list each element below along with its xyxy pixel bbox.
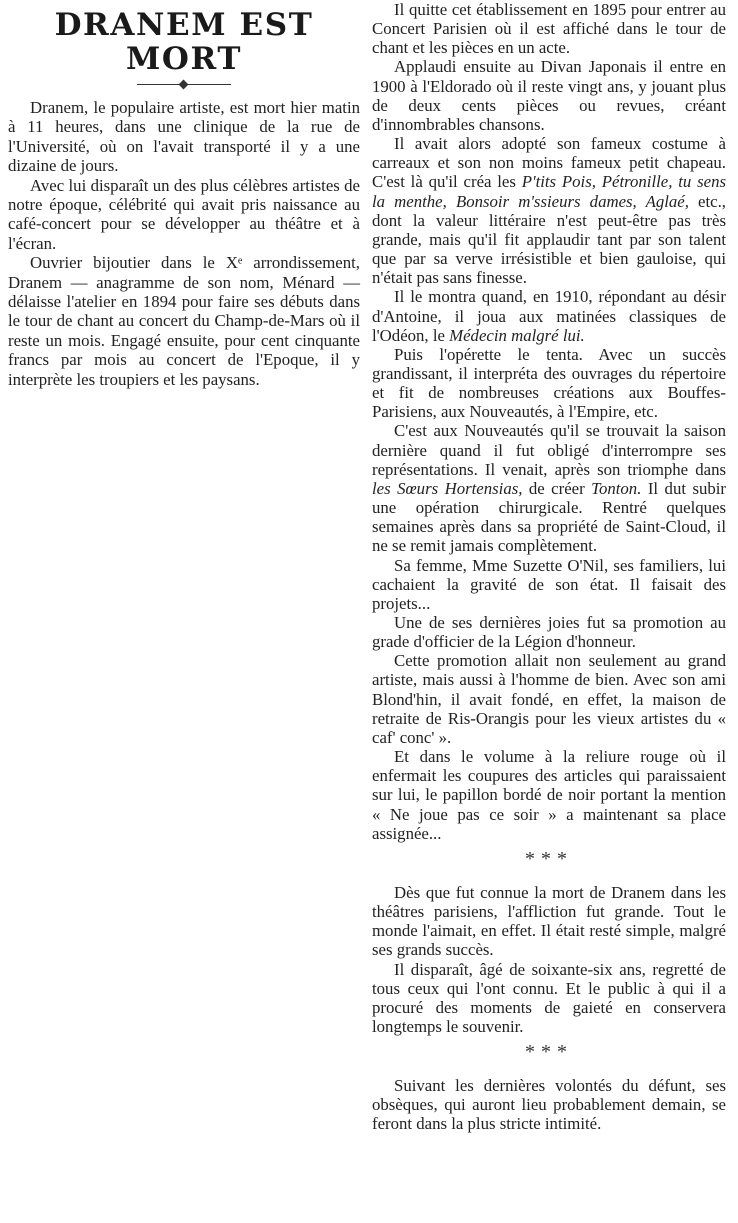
paragraph-wife: Sa femme, Mme Suzette O'Nil, ses familiers, lui cachaient la gravité de son état. Il faisait des projets... — [372, 555, 726, 613]
left-column-text — [8, 98, 360, 389]
play-title-medecin: Médecin malgré lui. — [449, 325, 585, 345]
paragraph-eldorado: Applaudi ensuite au Divan Japonais il entre en 1900 à l'Eldorado où il reste vingt ans, y jouant plus de deux cents pièces ou revues, créant d'innombrables chansons. — [372, 57, 726, 134]
paragraph-odeon: Il le montra quand, en 1910, répondant au désir d'Antoine, il joua aux matinées classiques de l'Odéon, le Médecin malgré lui. — [372, 287, 726, 345]
play-title-soeurs: les Sœurs Hortensias, — [372, 478, 523, 498]
paragraph-red-volume: Et dans le volume à la reliure rouge où il enfermait les coupures des articles qui paraissaient sur lui, le papillon bordé de noir portant la mention « Ne joue pas ce soir » a maintenant sa place assignée... — [372, 747, 726, 843]
paragraph-age-regret: Il disparaît, âgé de soixante-six ans, regretté de tous ceux qui l'ont connu. Et le public à qui il a procuré des moments de gaieté en conservera longtemps le souvenir. — [372, 959, 726, 1036]
paragraph-early-career: Ouvrier bijoutier dans le Xᵉ arrondissement, Dranem — anagramme de son nom, Ménard — délaisse l'atelier en 1894 pour faire ses débuts dans le tour de chant au concert du Champ-de-Mars où il reste un mois. Engagé ensuite, pour cent cinquante francs par mois au concert de l'Epoque, il y interprète les troupiers et les paysans. — [8, 253, 360, 389]
section-separator-stars-2: *** — [525, 1041, 573, 1064]
paragraph-nouveautes: C'est aux Nouveautés qu'il se trouvait la saison dernière quand il fut obligé d'interrompre ses représentations. Il venait, après son triomphe dans les Sœurs Hortensias, de créer Tonton. Il dut subir une opération chirurgicale. Rentré quelques semaines après dans sa propriété de Saint-Cloud, il ne se remit jamais complètement. — [372, 421, 727, 556]
paragraph-legion-honneur: Une de ses dernières joies fut sa promotion au grade d'officier de la Légion d'honneur. — [372, 613, 726, 652]
paragraph-operette: Puis l'opérette le tenta. Avec un succès grandissant, il interpréta des ouvrages du répertoire et fit de nombreuses créations aux Bouffes-Parisiens, aux Nouveautés, à l'Empire, etc. — [372, 344, 726, 422]
play-title-tonton: Tonton. — [591, 478, 642, 498]
right-column — [372, 0, 726, 1134]
paragraph-concert-parisien: Il quitte cet établissement en 1895 pour entrer au Concert Parisien où il est affiché dans le tour de chant et les pièces en un acte. — [372, 0, 726, 58]
paragraph-costume-songs: Il avait alors adopté son fameux costume à carreaux et son non moins fameux petit chapeau. C'est là qu'il créa les P'tits Pois, Pétronille, tu sens la menthe, Bonsoir m'ssieurs dames, Aglaé, etc., dont la valeur littéraire n'est peut-être pas très grande, mais qu'il fit applaudir tant par son talent que par sa verve irrésistible et bien gauloise, qui n'était pas sans finesse. — [372, 134, 726, 288]
section-separator-stars: *** — [525, 847, 573, 870]
paragraph-death-announcement: Dranem, le populaire artiste, est mort hier matin à 11 heures, dans une clinique de la rue de l'Université, où on l'avait transporté il y a une dizaine de jours. — [8, 98, 360, 176]
paragraph-theatres-affliction: Dès que fut connue la mort de Dranem dans les théâtres parisiens, l'affliction fut grande. Tout le monde l'aimait, en effet. Il était resté simple, malgré ses grands succès. — [372, 882, 726, 960]
paragraph-retirement-home: Cette promotion allait non seulement au grand artiste, mais aussi à l'homme de bien. Avec son ami Blond'hin, il avait fondé, en effet, la maison de retraite de Ris-Orangis pour les vieux artistes du « caf' conc' ». — [372, 651, 726, 747]
headline-ornament-rule — [137, 80, 231, 90]
paragraph-funeral: Suivant les dernières volontés du défunt, ses obsèques, qui auront lieu probablement demain, se feront dans la plus stricte intimité. — [372, 1076, 726, 1134]
paragraph-famous-artist: Avec lui disparaît un des plus célèbres artistes de notre époque, célébrité qui avait pris naissance au café-concert pour se développer au théâtre et à l'écran. — [8, 175, 360, 253]
article-headline: DRANEM EST MORT — [54, 7, 314, 77]
left-column — [8, 0, 360, 389]
song-titles: P'tits Pois, Pétronille, tu sens la menthe, Bonsoir m'ssieurs dames, Aglaé, — [372, 172, 726, 211]
